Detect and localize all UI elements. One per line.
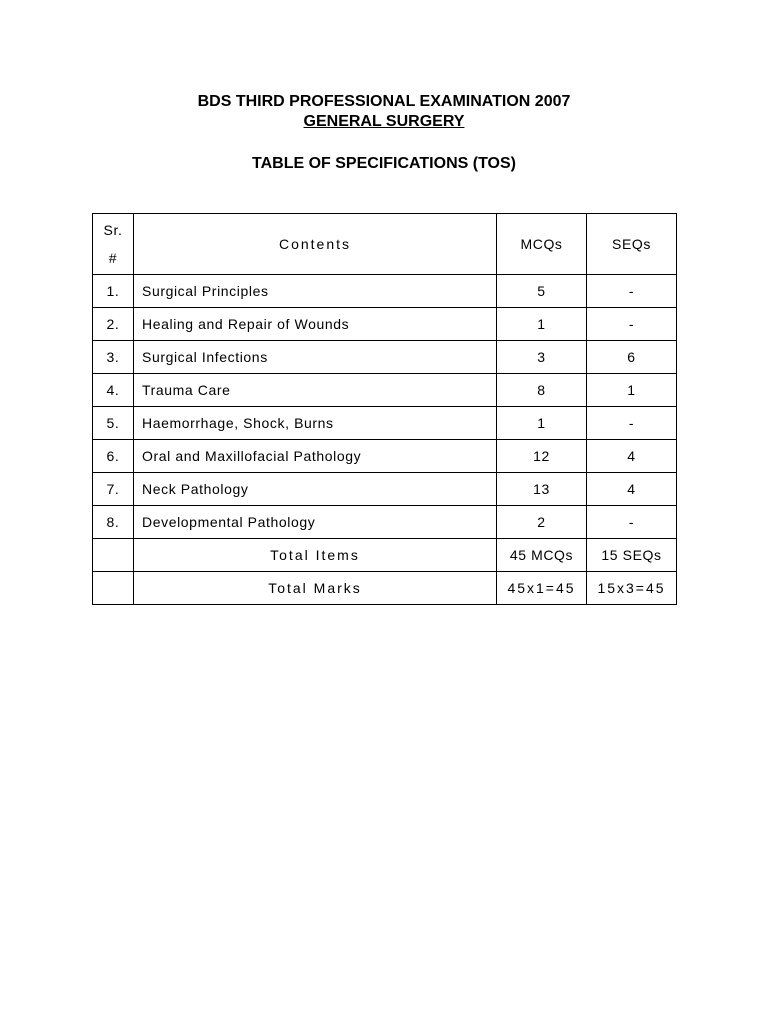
header-mcqs: MCQs — [497, 214, 587, 275]
row-content: Developmental Pathology — [134, 506, 497, 539]
row-seqs: - — [587, 407, 677, 440]
exam-title: BDS THIRD PROFESSIONAL EXAMINATION 2007 — [197, 93, 571, 110]
total-items-row — [93, 539, 677, 572]
total-items-sr-empty — [93, 539, 134, 572]
row-seqs: 4 — [587, 440, 677, 473]
row-sr: 1. — [93, 275, 134, 308]
total-marks-mcqs: 45x1=45 — [497, 572, 587, 605]
table-row — [93, 506, 677, 539]
total-marks-label: Total Marks — [134, 572, 497, 605]
row-seqs: - — [587, 308, 677, 341]
row-content: Healing and Repair of Wounds — [134, 308, 497, 341]
table-row — [93, 374, 677, 407]
table-row — [93, 407, 677, 440]
total-marks-seqs: 15x3=45 — [587, 572, 677, 605]
row-mcqs: 1 — [497, 407, 587, 440]
row-sr: 3. — [93, 341, 134, 374]
table-row — [93, 275, 677, 308]
row-content: Trauma Care — [134, 374, 497, 407]
row-content: Oral and Maxillofacial Pathology — [134, 440, 497, 473]
tos-heading: TABLE OF SPECIFICATIONS (TOS) — [252, 155, 516, 172]
total-items-seqs: 15 SEQs — [587, 539, 677, 572]
row-mcqs: 1 — [497, 308, 587, 341]
row-mcqs: 3 — [497, 341, 587, 374]
row-mcqs: 5 — [497, 275, 587, 308]
total-items-mcqs: 45 MCQs — [497, 539, 587, 572]
total-marks-sr-empty — [93, 572, 134, 605]
header-sr-hash: # — [108, 250, 118, 266]
row-sr: 7. — [93, 473, 134, 506]
table-row — [93, 341, 677, 374]
row-sr: 5. — [93, 407, 134, 440]
row-content: Haemorrhage, Shock, Burns — [134, 407, 497, 440]
table-row — [93, 440, 677, 473]
row-mcqs: 2 — [497, 506, 587, 539]
subject-title: GENERAL SURGERY — [303, 113, 465, 130]
row-mcqs: 12 — [497, 440, 587, 473]
header-seqs: SEQs — [587, 214, 677, 275]
row-mcqs: 8 — [497, 374, 587, 407]
row-content: Surgical Principles — [134, 275, 497, 308]
row-seqs: - — [587, 275, 677, 308]
row-sr: 8. — [93, 506, 134, 539]
total-marks-row — [93, 572, 677, 605]
row-content: Surgical Infections — [134, 341, 497, 374]
row-sr: 4. — [93, 374, 134, 407]
total-items-label: Total Items — [134, 539, 497, 572]
table-header-row — [93, 214, 677, 275]
row-sr: 6. — [93, 440, 134, 473]
row-seqs: 6 — [587, 341, 677, 374]
row-seqs: 4 — [587, 473, 677, 506]
header-sr-label: Sr. — [103, 222, 123, 238]
table-row — [93, 473, 677, 506]
document-header — [0, 92, 768, 174]
header-contents: Contents — [134, 214, 497, 275]
row-sr: 2. — [93, 308, 134, 341]
row-seqs: 1 — [587, 374, 677, 407]
header-sr — [93, 214, 134, 275]
row-content: Neck Pathology — [134, 473, 497, 506]
row-seqs: - — [587, 506, 677, 539]
table-row — [93, 308, 677, 341]
row-mcqs: 13 — [497, 473, 587, 506]
specifications-table — [92, 213, 677, 605]
